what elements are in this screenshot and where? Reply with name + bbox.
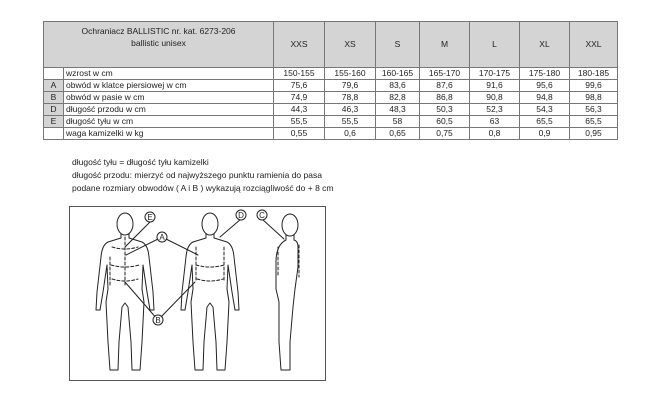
table-title-line2: ballistic unisex — [131, 38, 186, 48]
svg-text:B: B — [155, 316, 161, 325]
size-table — [43, 21, 618, 140]
table-cell: 87,6 — [420, 80, 470, 92]
table-cell: 44,3 — [274, 104, 325, 116]
table-cell: 150-155 — [274, 68, 325, 80]
marker-c — [257, 210, 267, 220]
table-row — [44, 116, 618, 128]
table-cell: 155-160 — [325, 68, 376, 80]
table-cell: 65,5 — [570, 116, 618, 128]
svg-text:A: A — [159, 233, 165, 242]
table-cell: 78,8 — [325, 92, 376, 104]
table-cell: 165-170 — [420, 68, 470, 80]
table-cell: 52,3 — [470, 104, 520, 116]
side-body-figure — [276, 214, 299, 370]
table-cell: 63 — [470, 116, 520, 128]
table-title-line1: Ochraniacz BALLISTIC nr. kat. 6273-206 — [81, 26, 236, 36]
size-header-xl: XL — [520, 22, 570, 68]
table-cell: 0,75 — [420, 128, 470, 140]
table-cell: 0,95 — [570, 128, 618, 140]
table-cell: 0,6 — [325, 128, 376, 140]
table-cell: 58 — [376, 116, 420, 128]
table-cell: 99,6 — [570, 80, 618, 92]
table-row — [44, 128, 618, 140]
size-table-header — [44, 22, 618, 68]
table-cell: 50,3 — [420, 104, 470, 116]
table-cell: 95,6 — [520, 80, 570, 92]
table-cell: 0,8 — [470, 128, 520, 140]
table-cell: 170-175 — [470, 68, 520, 80]
table-row — [44, 104, 618, 116]
table-title — [44, 22, 274, 68]
table-cell: 60,5 — [420, 116, 470, 128]
table-cell: 180-185 — [570, 68, 618, 80]
svg-text:C: C — [259, 211, 265, 220]
table-cell: 98,8 — [570, 92, 618, 104]
svg-text:E: E — [147, 213, 153, 222]
table-cell: 175-180 — [520, 68, 570, 80]
row-label: obwód w klatce piersiowej w cm — [64, 80, 274, 92]
size-header-m: M — [420, 22, 470, 68]
notes — [72, 156, 334, 195]
table-cell: 0,55 — [274, 128, 325, 140]
table-cell: 55,5 — [274, 116, 325, 128]
marker-b — [153, 315, 163, 325]
table-cell: 0,65 — [376, 128, 420, 140]
table-cell: 86,8 — [420, 92, 470, 104]
note-front-length: długość przodu: mierzyć od najwyższego punktu ramienia do pasa — [72, 170, 322, 180]
table-cell: 91,6 — [470, 80, 520, 92]
size-header-s: S — [376, 22, 420, 68]
table-row — [44, 92, 618, 104]
table-cell: 54,3 — [520, 104, 570, 116]
row-code — [44, 128, 64, 140]
row-code: B — [44, 92, 64, 104]
table-cell: 46,3 — [325, 104, 376, 116]
measurement-figure — [69, 206, 326, 381]
table-cell: 94,8 — [520, 92, 570, 104]
row-label: długość przodu w cm — [64, 104, 274, 116]
back-body-figure — [181, 213, 239, 370]
note-back-length: długość tyłu = długość tyłu kamizelki — [72, 157, 209, 167]
table-cell: 82,8 — [376, 92, 420, 104]
size-header-xxs: XXS — [274, 22, 325, 68]
table-cell: 48,3 — [376, 104, 420, 116]
table-row — [44, 80, 618, 92]
table-cell: 65,5 — [520, 116, 570, 128]
table-cell: 83,6 — [376, 80, 420, 92]
note-stretch: podane rozmiary obwodów ( A i B ) wykazują rozciągliwość do + 8 cm — [72, 183, 334, 193]
row-code: D — [44, 104, 64, 116]
table-cell: 90,8 — [470, 92, 520, 104]
marker-d — [236, 210, 246, 220]
table-cell: 79,6 — [325, 80, 376, 92]
svg-text:D: D — [238, 211, 244, 220]
table-cell: 55,5 — [325, 116, 376, 128]
table-row — [44, 68, 618, 80]
size-header-xxl: XXL — [570, 22, 618, 68]
row-label: waga kamizelki w kg — [64, 128, 274, 140]
row-code: A — [44, 80, 64, 92]
row-label: wzrost w cm — [64, 68, 274, 80]
body-measurement-illustration — [70, 207, 325, 380]
table-cell: 75,6 — [274, 80, 325, 92]
table-cell: 0,9 — [520, 128, 570, 140]
table-cell: 74,9 — [274, 92, 325, 104]
size-header-xs: XS — [325, 22, 376, 68]
row-code — [44, 68, 64, 80]
table-cell: 56,3 — [570, 104, 618, 116]
table-cell: 160-165 — [376, 68, 420, 80]
row-label: długość tyłu w cm — [64, 116, 274, 128]
row-label: obwód w pasie w cm — [64, 92, 274, 104]
marker-e — [145, 212, 155, 222]
marker-a — [157, 232, 167, 242]
row-code: E — [44, 116, 64, 128]
front-body-figure — [96, 213, 154, 370]
size-header-l: L — [470, 22, 520, 68]
